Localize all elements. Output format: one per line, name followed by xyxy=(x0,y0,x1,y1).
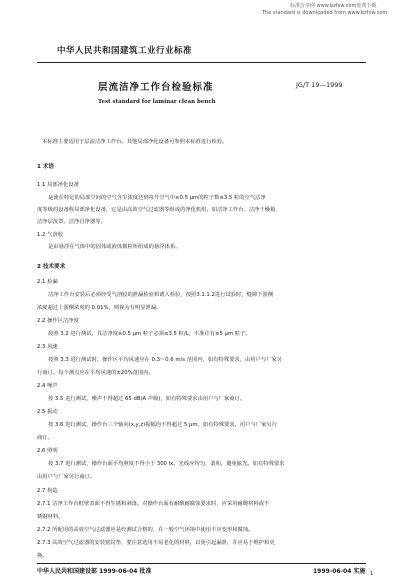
paragraph-line: 按照 3.2 进行测试，其洁净度≥0.5 μm 粒子必须≤3.5 粒/L，不准许有≥5 μm 粒子。 xyxy=(48,331,251,337)
paragraph-line: 锈钢材料。 xyxy=(37,514,64,520)
paragraph-line: 商订。 xyxy=(37,435,53,441)
paragraph-line: 2.7.1 洁净工作台框壁表面不得生锈和剥落。对操作台面有耐酸耐腐蚀要求时，应采用耐酸材料或不 xyxy=(37,501,270,507)
paragraph-line: 洁净工作台安装后必须经受气溶胶的泄漏检验和诱入检验，按照3.1.1.2进行试验时，缝隙下游侧 xyxy=(48,292,274,298)
paragraph-line: 由用户与厂家另行商订。 xyxy=(37,474,96,480)
paragraph-line: 是使在特定的局部空间的空气含尘浓度达到每升空气中≥0.5 μm的粒子数≤3.5 粒的空气洁净 xyxy=(48,195,266,201)
standard-code: JG/T 19—1999 xyxy=(296,81,343,89)
subsection-heading-2-6: 2.6 照明 xyxy=(37,448,58,454)
section-heading-1: 1 术语 xyxy=(37,164,55,170)
paragraph-line: 按照 3.3 进行测试时，操作区平均风速应在 0.3～0.6 m/s 范围内，如有特殊要求，由用户与厂家另 xyxy=(48,357,283,363)
paragraph-line: 行商订。每个测点应在平均风速的±20%范围内。 xyxy=(37,370,154,376)
footer-rule xyxy=(37,563,366,564)
document-title-en: Test standard for laminar clean bench xyxy=(98,99,216,105)
section-heading-2: 2 技术要求 xyxy=(37,264,66,270)
subsection-heading-2-1: 2.1 检漏 xyxy=(37,279,58,285)
document-title: 层流洁净工作台检验标准 xyxy=(98,82,214,93)
watermark-line1: 标准分享网 www.bzfxw.com免费下载 xyxy=(290,3,377,9)
subsection-heading-2-2: 2.2 操作区洁净度 xyxy=(37,318,79,324)
paragraph-line: 2.7.3 高效空气过滤器的安装密封垫，要注意选用不易老化的材料，以免引起漏泄，并应易于维护和更 xyxy=(37,540,275,546)
subsection-heading-1-2: 1.2 气溶胶 xyxy=(37,232,63,238)
paragraph-line: 按 3.5 进行测试，噪声不得超过 65 dB(A 声级)，如有特殊要求由用户与厂家商订。 xyxy=(48,396,246,402)
paragraph-line: 是由悬浮在气体中的固体或液体微粒所组成的悬浮体系。 xyxy=(48,244,181,250)
subsection-heading-2-3: 2.3 风速 xyxy=(37,344,58,350)
paragraph-line: 浓度超过上游侧浓度的 0.01%，则视为有明显泄漏。 xyxy=(37,305,162,311)
watermark-line2: The standard is downloaded from www.bzfxw.com xyxy=(262,10,388,16)
subsection-heading-2-7: 2.7 构造 xyxy=(37,488,58,494)
subsection-heading-1-1: 1.1 局部净化设备 xyxy=(37,182,79,188)
header-rule xyxy=(37,62,366,63)
approval-info: 中华人民共和国建设部 1999-06-04 批准 xyxy=(37,568,152,575)
implementation-date: 1999-06-04 实施 xyxy=(313,568,366,575)
paragraph-line: 洁净层流罩、洁净自净器等。 xyxy=(37,219,106,225)
subsection-heading-2-4: 2.4 噪声 xyxy=(37,383,58,389)
page-number: 1 xyxy=(370,571,374,577)
paragraph-line: 2.7.2 所配用的高效空气过滤器应是经测试合格的，在一般空气环境中使用不应变形和腐蚀。 xyxy=(37,527,254,533)
paragraph-line: 度等级的设备称局部净化设备，它是由高效空气过滤器等组成的净化机组，如洁净工作台、洁净干燥箱、 xyxy=(37,207,281,213)
paragraph-line: 换。 xyxy=(37,553,48,559)
intro-paragraph: 本标准主要适用于层流洁净工作台。其他局部净化设备可参照本标准进行检验。 xyxy=(42,139,228,145)
paragraph-line: 按 3.7 进行测试，操作台面平均照度不得小于 300 lx。光线应均匀、柔和，避免眩光。如有特殊要求 xyxy=(48,461,285,467)
standard-category-title: 中华人民共和国建筑工业行业标准 xyxy=(57,46,193,56)
subsection-heading-2-5: 2.5 振动 xyxy=(37,409,58,415)
paragraph-line: 按 3.6 进行测试，操作台三个轴向(x,y,z)振幅均不得超过 5 μm。如有特殊要求，用户与厂家另行 xyxy=(48,422,278,428)
